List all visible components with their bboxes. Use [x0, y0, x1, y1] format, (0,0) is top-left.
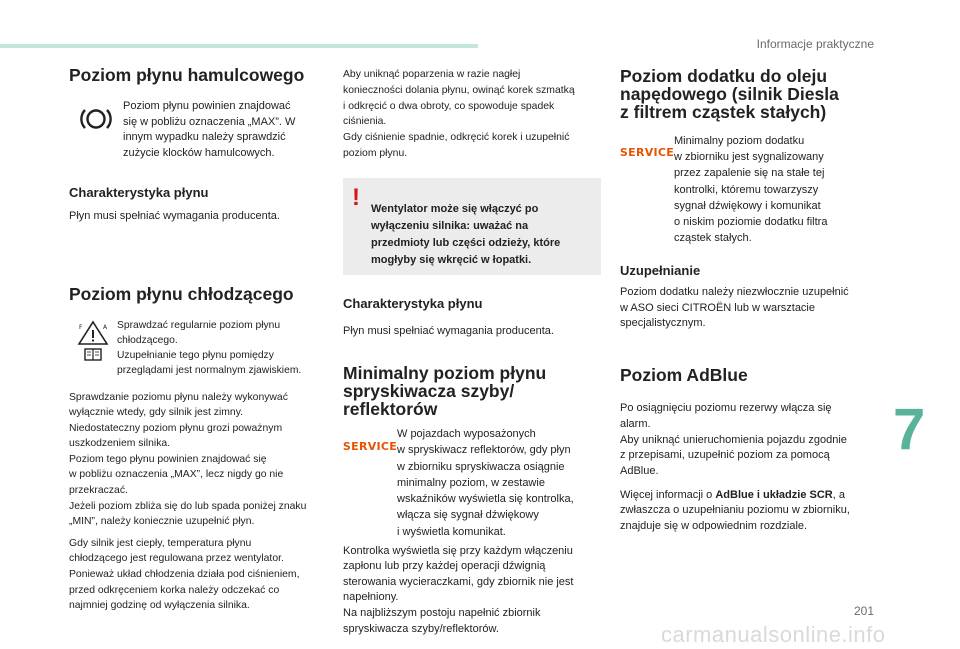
washer-fluid-block: [343, 426, 601, 539]
adblue-more-info: Więcej informacji o AdBlue i układzie SCR, a zwłaszcza o uzupełnianiu poziomu w zbiorniku, znajduje się w odpowiednim rozdziale.: [620, 488, 850, 532]
watermark: carmanualsonline.info: [661, 622, 886, 647]
service-icon: SERVICE: [619, 146, 675, 160]
chapter-number: 7: [893, 397, 926, 462]
coolant-intro-text: Aby uniknąć poparzenia w razie nagłej konieczności dolania płynu, owinąć korek szmatką i odkręcić o dwa obroty, co spowoduje spadek ciśnienia. Gdy ciśnienie spadnie, odkręcić korek i uzupełnić poziom płynu.: [343, 69, 575, 159]
brake-spec-text: Płyn musi spełniać wymagania producenta.: [69, 210, 280, 222]
brake-warning-icon: [69, 99, 123, 139]
brake-spec-title: Charakterystyka płynu: [69, 185, 209, 200]
refill-text: Poziom dodatku należy niezwłocznie uzupełnić w ASO sieci CITROËN lub w warsztacie specjalistycznym.: [620, 286, 849, 330]
coolant-icon-text: Sprawdzać regularnie poziom płynu chłodzącego. Uzupełnianie tego płynu pomiędzy przeglądami jest normalnym zjawiskiem.: [117, 319, 302, 376]
svg-text:F: F: [79, 323, 83, 331]
additive-title: Poziom dodatku do oleju napędowego (silnik Diesla z filtrem cząstek stałych): [620, 66, 839, 122]
coolant-spec-text: Płyn musi spełniać wymagania producenta.: [343, 324, 554, 337]
additive-block: [620, 133, 882, 246]
column-left: [69, 60, 327, 614]
adblue-text: Po osiągnięciu poziomu rezerwy włącza się alarm. Aby uniknąć unieruchomienia pojazdu zgodnie z przepisami, uzupełnić poziom za pomocą AdBlue.: [620, 401, 847, 478]
brake-fluid-block: [69, 99, 327, 161]
coolant-warning-icon: [69, 318, 117, 364]
refill-title: Uzupełnianie: [620, 263, 701, 279]
coolant-text-1: Sprawdzanie poziomu płynu należy wykonywać wyłącznie wtedy, gdy silnik jest zimny. Niedostateczny poziom płynu grozi poważnym uszkodzeniem silnika. Poziom tego płynu powinien znajdować się w pobliżu oznaczenia „MAX”, lecz nigdy go nie przekraczać. Jeżeli poziom zbliża się do lub spada poniżej znaku „MIN”, należy koniecznie uzupełnić płyn.: [69, 391, 307, 528]
additive-icon-text: Minimalny poziom dodatku w zbiorniku jest sygnalizowany przez zapalenie się na stałe tej kontrolki, któremu towarzyszy sygnał dźwiękowy i komunikat o niskim poziomie dodatku filtra cząstek stałych.: [674, 135, 828, 245]
coolant-spec-title: Charakterystyka płynu: [343, 295, 483, 311]
service-icon: SERVICE: [342, 439, 398, 453]
coolant-title: Poziom płynu chłodzącego: [69, 283, 294, 304]
washer-text: Kontrolka wyświetla się przy każdym włączeniu zapłonu lub przy każdej operacji dźwignią sterowania wycieraczkami, gdy zbiornik nie jest napełniony. Na najbliższym postoju napełnić zbiornik spryskiwacza szyby/reflektorów.: [343, 544, 574, 635]
brake-fluid-title: Poziom płynu hamulcowego: [69, 65, 305, 85]
fan-warning-box: [343, 178, 601, 275]
page-number: 201: [854, 604, 875, 618]
column-right: [620, 67, 882, 534]
exclamation-icon: !: [352, 183, 360, 211]
brake-fluid-text: Poziom płynu powinien znajdować się w pobliżu oznaczenia „MAX”. W innym wypadku należy sprawdzić zużycie klocków hamulcowych.: [123, 100, 296, 159]
svg-text:A: A: [103, 323, 108, 331]
header-accent-bar: [0, 44, 478, 48]
section-title: Informacje praktyczne: [756, 37, 874, 51]
washer-icon-text: W pojazdach wyposażonych w spryskiwacz reflektorów, gdy płyn w zbiorniku spryskiwacza osiągnie minimalny poziom, w zestawie wskaźników wyświetla się kontrolka, włącza się sygnał dźwiękowy i wyświetla komunikat.: [397, 428, 574, 538]
coolant-text-2: Gdy silnik jest ciepły, temperatura płynu chłodzącego jest regulowana przez wentylator. Ponieważ układ chłodzenia działa pod ciśnieniem, przed odkręceniem korka należy odczekać co najmniej godzinę od wyłączenia silnika.: [69, 537, 300, 612]
column-middle: [343, 67, 601, 637]
washer-fluid-title: Minimalny poziom płynu spryskiwacza szyby/ reflektorów: [343, 363, 547, 420]
fan-warning-text: Wentylator może się włączyć po wyłączeniu silnika: uważać na przedmioty lub części odzieży, które mogłyby się wkręcić w łopatki.: [371, 202, 561, 266]
adblue-title: Poziom AdBlue: [620, 364, 748, 385]
coolant-block: [69, 318, 327, 378]
